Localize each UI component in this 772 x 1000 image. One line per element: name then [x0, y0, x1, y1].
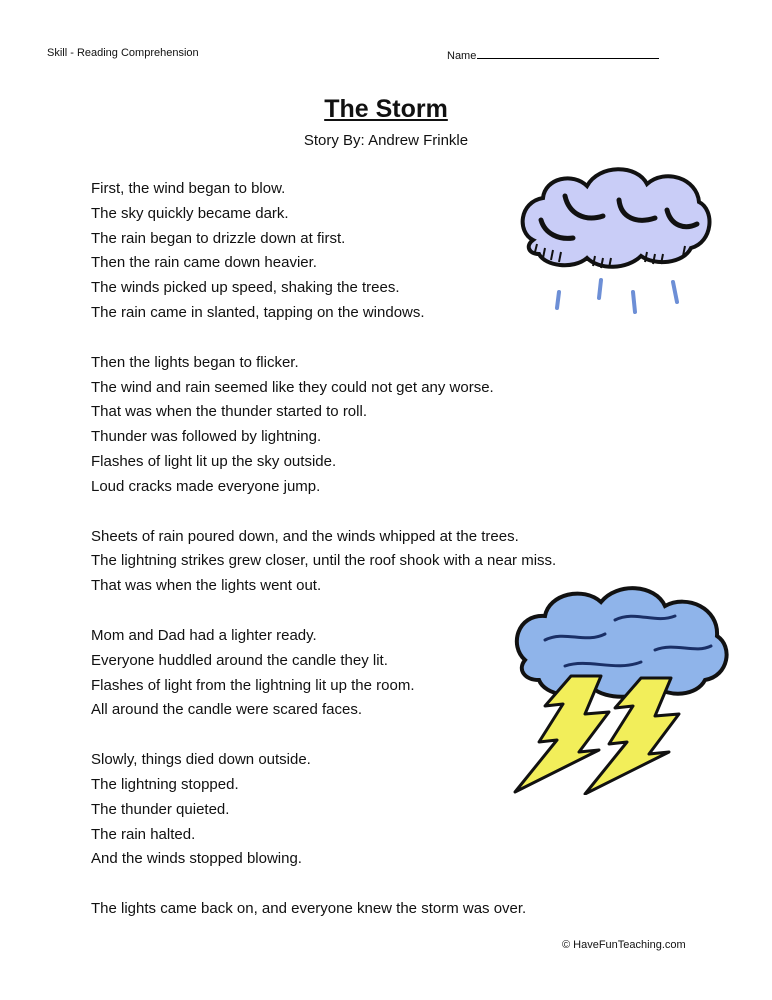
story-line: All around the candle were scared faces. — [91, 701, 362, 719]
story-line: Loud cracks made everyone jump. — [91, 477, 321, 495]
story-line: Flashes of light from the lightning lit up the room. — [91, 676, 415, 694]
story-author: Story By: Andrew Frinkle — [303, 132, 469, 149]
raindrop — [673, 282, 677, 302]
name-field — [447, 47, 659, 62]
raindrop — [633, 292, 635, 312]
cloud-shape — [523, 169, 710, 267]
raindrop — [557, 292, 559, 308]
story-line: The winds picked up speed, shaking the trees. — [91, 279, 400, 297]
storm-cloud-shape — [517, 588, 727, 697]
raindrop — [599, 280, 601, 298]
story-line: Sheets of rain poured down, and the winds whipped at the trees. — [91, 527, 519, 545]
story-line: The thunder quieted. — [91, 800, 230, 818]
story-line: Mom and Dad had a lighter ready. — [91, 626, 317, 644]
name-blank-line — [477, 47, 659, 59]
story-line: The rain halted. — [91, 825, 196, 843]
story-line: Flashes of light lit up the sky outside. — [91, 452, 337, 470]
story-line: Then the lights began to flicker. — [91, 353, 299, 371]
story-line: The lights came back on, and everyone knew the storm was over. — [91, 900, 527, 918]
copyright-footer: © HaveFunTeaching.com — [562, 939, 686, 951]
story-line: The rain began to drizzle down at first. — [91, 229, 346, 247]
story-line: The lightning strikes grew closer, until the roof shook with a near miss. — [91, 552, 557, 570]
skill-label: Skill - Reading Comprehension — [47, 47, 199, 59]
rain-cloud-icon — [515, 160, 715, 320]
thunderstorm-lightning-icon — [505, 580, 735, 795]
paragraph-2 — [91, 351, 651, 500]
name-label: Name — [447, 50, 477, 62]
story-line: The lightning stopped. — [91, 775, 239, 793]
story-title: The Storm — [324, 95, 448, 123]
story-line: Slowly, things died down outside. — [91, 751, 311, 769]
story-line: The rain came in slanted, tapping on the windows. — [91, 303, 425, 321]
story-line: Everyone huddled around the candle they lit. — [91, 651, 388, 669]
story-line: Thunder was followed by lightning. — [91, 428, 322, 446]
paragraph-6 — [91, 897, 651, 922]
story-line: That was when the thunder started to roll. — [91, 403, 367, 421]
story-line: First, the wind began to blow. — [91, 180, 286, 197]
story-line: And the winds stopped blowing. — [91, 850, 302, 868]
story-line: The sky quickly became dark. — [91, 204, 289, 222]
story-line: The wind and rain seemed like they could not get any worse. — [91, 378, 494, 396]
lightning-bolt-icon — [585, 678, 679, 794]
story-line: That was when the lights went out. — [91, 577, 322, 595]
story-line: Then the rain came down heavier. — [91, 254, 317, 272]
lightning-bolt-icon — [515, 676, 609, 792]
